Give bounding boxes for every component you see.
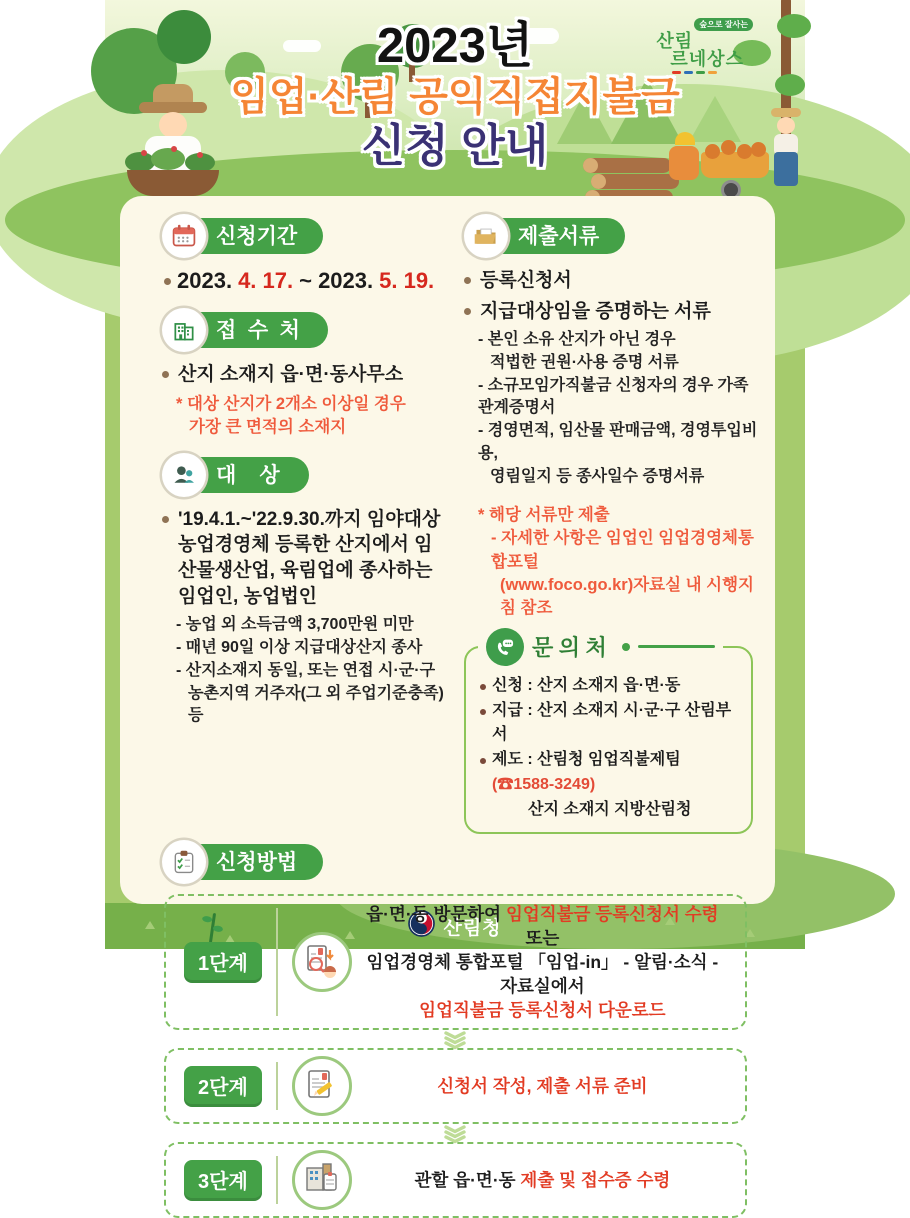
reception-item-text: 산지 소재지 읍·면·동사무소: [178, 364, 404, 385]
documents-sub-1: - 본인 소유 산지가 아닌 경우: [478, 331, 676, 349]
bullet-dot: [464, 277, 471, 284]
color-mark: [684, 71, 693, 74]
date-part-red: 4. 17.: [238, 268, 294, 293]
down-chevron-icon: [162, 1030, 747, 1048]
target-sub-2: - 매년 90일 이상 지급대상산지 종사: [176, 639, 423, 657]
section-reception-title: 접수처: [182, 312, 328, 348]
date-part-red: 5. 19.: [379, 268, 435, 293]
step-3-text: [352, 1168, 733, 1192]
reception-note-line2: 가장 큰 면적의 소재지: [189, 417, 347, 436]
bullet-dot: [164, 278, 171, 285]
agency-name: 산림청: [443, 917, 502, 939]
submit-building-icon: [292, 1150, 352, 1210]
documents-sub-3-cont: 영림일지 등 종사일수 증명서류: [490, 467, 705, 485]
step-1-label: 1단계: [184, 942, 262, 983]
bullet-dot: [162, 516, 169, 523]
step-1-line1-black2: 또는: [525, 927, 560, 948]
divider: [276, 1156, 278, 1204]
contact-line-2-text: 지급 : 산지 소재지 시·군·구 산림부서: [492, 701, 732, 744]
date-part: 2023.: [177, 268, 233, 293]
title-main: 임업·산림 공익직접지불금: [230, 74, 680, 119]
forest-renaissance-logo: [656, 14, 753, 74]
contact-line-3: [480, 748, 741, 798]
documents-item-2-text: 지급대상임을 증명하는 서류: [480, 300, 711, 322]
divider: [276, 1062, 278, 1110]
step-1-line3-red: 임업직불금 등록신청서 다운로드: [419, 1000, 666, 1021]
documents-note-line1: * 해당 서류만 제출: [478, 506, 610, 525]
brand-name-top: 산림: [656, 31, 694, 51]
section-reception-header: [162, 310, 444, 352]
line-dot: [622, 643, 630, 651]
section-documents-header: [464, 216, 761, 258]
contact-header: [478, 628, 723, 666]
color-mark: [696, 71, 705, 74]
documents-sub-2: - 소규모임가직불금 신청자의 경우 가족관계증명서: [478, 376, 749, 417]
section-method-header: [162, 842, 747, 884]
contact-line-3-cont: 산지 소재지 지방산림청: [528, 800, 692, 818]
contact-line-3-text: 제도 : 산림청 임업직불제팀: [492, 751, 681, 769]
section-documents-title: 제출서류: [484, 218, 625, 254]
brand-color-marks: [672, 71, 753, 74]
title-sub: 신청 안내: [361, 119, 549, 171]
brand-name-bottom: 르네상스: [670, 49, 744, 69]
document-search-icon: [292, 932, 352, 992]
target-sub-3: - 산지소재지 동일, 또는 연접 시·군·구: [176, 661, 436, 679]
reception-item: [162, 362, 444, 388]
step-1-box: [164, 894, 747, 1031]
building-icon: [162, 308, 206, 352]
bullet-dot: [480, 758, 486, 764]
line-decoration: [638, 645, 715, 648]
contact-line-1-text: 신청 : 산지 소재지 읍·면·동: [492, 676, 681, 694]
step-3-line-red: 제출 및 접수증 수령: [520, 1170, 671, 1191]
step-1-line2: 임업경영체 통합포털 「임업-in」 - 알림·소식 - 자료실에서: [366, 952, 719, 997]
basket-shape: [127, 170, 219, 196]
step-3-box: [164, 1142, 747, 1218]
content-panel: [120, 196, 775, 1193]
method-section: [120, 834, 775, 1218]
bullet-dot: [464, 308, 471, 315]
color-mark: [672, 71, 681, 74]
step-2-box: [164, 1048, 747, 1124]
step-1-line1-red: 임업직불금 등록신청서 수령: [505, 903, 719, 924]
documents-item-2: [464, 299, 761, 325]
step-3-label: 3단계: [184, 1160, 262, 1201]
section-period-title: 신청기간: [182, 218, 323, 254]
date-part: ~ 2023.: [299, 268, 374, 293]
contact-box: [464, 635, 753, 834]
target-item-text: '19.4.1.~'22.9.30.까지 임야대상 농업경영체 등록한 산지에서 임산물생산업, 육림업에 종사하는 임업인, 농업법인: [178, 508, 441, 607]
documents-item-1-text: 등록신청서: [480, 270, 572, 291]
step-2-line-red: 신청서 작성, 제출 서류 준비: [437, 1076, 648, 1097]
poster: [105, 0, 805, 1193]
target-sub-1: - 농업 외 소득금액 3,700만원 미만: [176, 616, 414, 634]
target-sub-3-cont: 농촌지역 거주자(그 외 주업기준충족)등: [188, 684, 444, 725]
folder-icon: [464, 214, 508, 258]
reception-note: [162, 393, 444, 439]
bullet-dot: [480, 684, 486, 690]
documents-item-1: [464, 268, 761, 294]
documents-sub-1-cont: 적법한 권원·사용 증명 서류: [490, 354, 679, 371]
down-chevron-icon: [162, 1124, 747, 1142]
people-icon: [162, 453, 206, 497]
contact-line-2: [480, 699, 741, 749]
left-column: [162, 216, 444, 834]
color-mark: [708, 71, 717, 74]
divider: [276, 908, 278, 1017]
reception-note-line1: * 대상 산지가 2개소 이상일 경우: [176, 394, 406, 413]
application-period-date: [164, 268, 444, 294]
title-year: 2023년: [376, 19, 534, 73]
documents-note-line2: - 자세한 사항은 임업인 임업경영체통합포털: [491, 529, 754, 571]
contact-title: 문의처: [532, 635, 613, 661]
bullet-dot: [162, 371, 169, 378]
section-period-header: [162, 216, 444, 258]
write-document-icon: [292, 1056, 352, 1116]
brand-badge: 숲으로 잘사는: [694, 18, 753, 31]
log-end-shape: [591, 174, 606, 189]
step-2-text: [352, 1074, 733, 1098]
contact-phone-number: (☎1588-3249): [492, 775, 596, 793]
step-1-text: [352, 902, 733, 1023]
clipboard-icon: [162, 840, 206, 884]
bullet-dot: [480, 709, 486, 715]
step-3-line-black: 관할 읍·면·동: [414, 1170, 521, 1191]
target-item: [162, 507, 444, 610]
step-1-line1-black: 읍·면·동 방문하여: [366, 903, 506, 924]
section-target-header: [162, 455, 444, 497]
step-2-label: 2단계: [184, 1066, 262, 1107]
section-method-title: 신청방법: [182, 844, 323, 880]
calendar-icon: [162, 214, 206, 258]
documents-note-line3: (www.foco.go.kr)자료실 내 시행지침 참조: [500, 575, 754, 617]
section-target-title: 대상: [182, 457, 309, 493]
contact-line-1: [480, 674, 741, 699]
documents-sub-3: - 경영면적, 임산물 판매금액, 경영투입비용,: [478, 422, 758, 462]
header-banner: [105, 0, 805, 215]
right-column: [464, 216, 761, 834]
phone-chat-icon: [486, 628, 524, 666]
documents-note: [464, 504, 761, 619]
